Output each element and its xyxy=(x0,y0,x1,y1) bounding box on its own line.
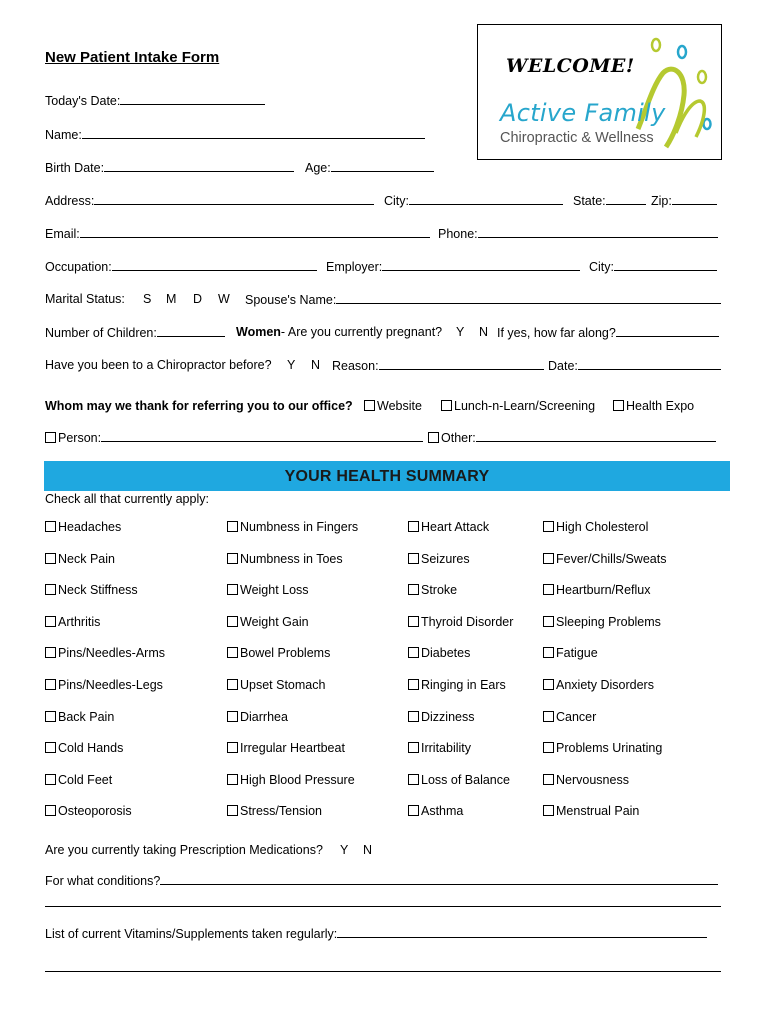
health-item[interactable] xyxy=(543,773,629,787)
checkbox-icon[interactable] xyxy=(543,584,554,595)
meds-yes[interactable]: Y xyxy=(340,843,349,857)
health-item[interactable] xyxy=(227,773,355,787)
conditions-extra-line[interactable] xyxy=(45,906,721,907)
health-item[interactable] xyxy=(45,710,114,724)
health-item-label: Weight Loss xyxy=(240,583,309,598)
birth-age-row xyxy=(45,160,294,175)
health-item-label: Irregular Heartbeat xyxy=(240,741,345,756)
health-item[interactable] xyxy=(227,646,330,660)
todays-date-field[interactable] xyxy=(120,93,265,105)
health-item-label: Pins/Needles-Legs xyxy=(58,678,163,692)
health-item[interactable] xyxy=(543,520,648,534)
spouse-name-field[interactable] xyxy=(336,292,721,304)
employer-label: Employer: xyxy=(326,260,383,274)
checkbox-icon[interactable] xyxy=(613,400,624,411)
name-row xyxy=(45,127,425,142)
health-item[interactable] xyxy=(408,710,475,724)
checkbox-icon[interactable] xyxy=(45,742,56,753)
logo-circle-3 xyxy=(698,71,706,83)
age-group xyxy=(305,160,434,175)
health-item[interactable] xyxy=(45,741,123,755)
email-group xyxy=(45,226,430,241)
health-item[interactable] xyxy=(45,552,115,566)
pregnant-no[interactable]: N xyxy=(479,325,489,339)
checkbox-icon[interactable] xyxy=(408,584,419,595)
checkbox-icon[interactable] xyxy=(543,647,554,658)
address-group xyxy=(45,193,374,208)
logo-circle-4 xyxy=(704,119,711,129)
health-item[interactable] xyxy=(227,615,309,629)
health-item-label: Fatigue xyxy=(556,646,598,661)
health-item[interactable] xyxy=(408,583,457,597)
health-item-label: Cold Feet xyxy=(58,772,113,787)
phone-group xyxy=(438,226,718,241)
health-item[interactable] xyxy=(408,552,470,566)
health-item[interactable] xyxy=(543,710,596,724)
checkbox-icon[interactable] xyxy=(543,774,554,785)
birth-date-label: Birth Date: xyxy=(45,161,105,175)
health-item-label: Neck Stiffness xyxy=(58,583,138,598)
checkbox-icon[interactable] xyxy=(441,400,452,411)
health-item[interactable] xyxy=(227,804,322,818)
other-field[interactable] xyxy=(476,430,716,442)
name-field[interactable] xyxy=(82,127,425,139)
checkbox-icon[interactable] xyxy=(227,742,238,753)
state-group xyxy=(573,193,646,208)
health-item[interactable] xyxy=(543,646,598,660)
health-item[interactable] xyxy=(408,678,506,692)
checkbox-icon[interactable] xyxy=(227,521,238,532)
health-item-label: Heartburn/Reflux xyxy=(556,583,651,598)
age-label: Age: xyxy=(305,161,331,175)
checkbox-icon[interactable] xyxy=(45,679,56,690)
referral-website-label: Website xyxy=(377,399,422,413)
checkbox-icon[interactable] xyxy=(543,742,554,753)
checkbox-icon[interactable] xyxy=(364,400,375,411)
health-item-label: Headaches xyxy=(58,520,122,534)
checkbox-icon[interactable] xyxy=(408,805,419,816)
phone-label: Phone: xyxy=(438,227,478,241)
how-far-label: If yes, how far along? xyxy=(497,326,616,340)
phone-field[interactable] xyxy=(478,226,718,238)
health-item-label: Numbness in Toes xyxy=(240,551,343,566)
referral-website[interactable] xyxy=(364,399,422,413)
checkbox-icon[interactable] xyxy=(45,432,56,443)
health-item-label: Asthma xyxy=(421,804,464,819)
employer-group xyxy=(326,259,580,274)
health-item[interactable] xyxy=(227,741,345,755)
vitamins-extra-line[interactable] xyxy=(45,971,721,972)
marital-status-label: Marital Status: xyxy=(45,292,125,306)
health-item[interactable] xyxy=(408,520,489,534)
health-item-label: Fever/Chills/Sweats xyxy=(556,551,667,566)
health-item[interactable] xyxy=(227,520,358,534)
health-item-label: Diabetes xyxy=(421,646,471,661)
address-label: Address: xyxy=(45,194,95,208)
health-item[interactable] xyxy=(45,646,165,660)
referral-expo-label: Health Expo xyxy=(626,399,695,413)
checkbox-icon[interactable] xyxy=(45,805,56,816)
referral-lunch[interactable] xyxy=(441,399,595,413)
person-field[interactable] xyxy=(101,430,423,442)
name-label: Name: xyxy=(45,128,82,142)
checkbox-icon[interactable] xyxy=(227,711,238,722)
city2-field[interactable] xyxy=(614,259,717,271)
logo-circle-2 xyxy=(678,46,686,58)
health-summary-title: YOUR HEALTH SUMMARY xyxy=(284,468,490,485)
health-item[interactable] xyxy=(45,615,100,629)
zip-field[interactable] xyxy=(672,193,717,205)
address-field[interactable] xyxy=(94,193,374,205)
health-item-label: Cold Hands xyxy=(58,741,124,756)
health-item-label: Bowel Problems xyxy=(240,646,331,661)
checkbox-icon[interactable] xyxy=(543,711,554,722)
checkbox-icon[interactable] xyxy=(408,521,419,532)
health-item-label: High Cholesterol xyxy=(556,520,649,534)
city-field[interactable] xyxy=(409,193,563,205)
brand-subtitle: Chiropractic & Wellness xyxy=(500,130,654,146)
health-item-label: Sleeping Problems xyxy=(556,614,661,629)
checkbox-icon[interactable] xyxy=(408,616,419,627)
check-all-label: Check all that currently apply: xyxy=(45,492,209,506)
health-item[interactable] xyxy=(543,552,666,566)
num-children-field[interactable] xyxy=(157,325,225,337)
referral-question: Whom may we thank for referring you to our office? xyxy=(45,399,353,413)
health-item-label: Dizziness xyxy=(421,709,475,724)
checkbox-icon[interactable] xyxy=(543,616,554,627)
conditions-label: For what conditions? xyxy=(45,874,161,888)
health-item[interactable] xyxy=(45,583,138,597)
city2-label: City: xyxy=(589,260,614,274)
email-label: Email: xyxy=(45,227,80,241)
checkbox-icon[interactable] xyxy=(45,774,56,785)
occupation-label: Occupation: xyxy=(45,260,112,274)
spouse-group xyxy=(245,292,721,307)
checkbox-icon[interactable] xyxy=(543,679,554,690)
reason-field[interactable] xyxy=(379,358,544,370)
city-group xyxy=(384,193,563,208)
checkbox-icon[interactable] xyxy=(227,616,238,627)
health-item-label: Nervousness xyxy=(556,772,629,787)
health-item[interactable] xyxy=(543,615,661,629)
women-label: Women xyxy=(236,325,281,339)
health-item[interactable] xyxy=(408,804,463,818)
health-item[interactable] xyxy=(408,741,471,755)
num-children-label: Number of Children: xyxy=(45,326,157,340)
employer-field[interactable] xyxy=(382,259,580,271)
checkbox-icon[interactable] xyxy=(227,679,238,690)
checkbox-icon[interactable] xyxy=(227,553,238,564)
vitamins-label: List of current Vitamins/Supplements taken regularly: xyxy=(45,927,338,941)
city2-group xyxy=(589,259,717,274)
health-summary-banner xyxy=(44,461,730,491)
email-field[interactable] xyxy=(80,226,430,238)
checkbox-icon[interactable] xyxy=(227,647,238,658)
referral-person xyxy=(45,430,423,445)
health-item-label: Irritability xyxy=(421,741,472,756)
pregnant-question: - Are you currently pregnant? xyxy=(280,325,443,339)
pregnant-yes[interactable]: Y xyxy=(456,325,465,339)
health-item[interactable] xyxy=(227,710,288,724)
health-item[interactable] xyxy=(227,552,343,566)
health-item-label: Diarrhea xyxy=(240,709,288,724)
marital-option-s[interactable]: S xyxy=(143,292,152,306)
how-far-field[interactable] xyxy=(616,325,719,337)
health-item-label: Neck Pain xyxy=(58,551,115,566)
meds-no[interactable]: N xyxy=(363,843,373,857)
health-item[interactable] xyxy=(543,583,651,597)
health-item-label: Arthritis xyxy=(58,614,101,629)
referral-lunch-label: Lunch-n-Learn/Screening xyxy=(454,399,596,413)
chiro-date-field[interactable] xyxy=(578,358,721,370)
zip-group xyxy=(651,193,717,208)
health-item-label: Thyroid Disorder xyxy=(421,614,514,629)
referral-other xyxy=(428,430,716,445)
health-item-label: Seizures xyxy=(421,551,470,566)
health-item[interactable] xyxy=(408,646,470,660)
health-item-label: Heart Attack xyxy=(421,520,490,534)
checkbox-icon[interactable] xyxy=(428,432,439,443)
health-item[interactable] xyxy=(227,583,309,597)
person-label: Person: xyxy=(58,431,102,445)
city-label: City: xyxy=(384,194,409,208)
occupation-field[interactable] xyxy=(112,259,317,271)
marital-option-w[interactable]: W xyxy=(218,292,230,306)
checkbox-icon[interactable] xyxy=(45,553,56,564)
chiro-before-label: Have you been to a Chiropractor before? xyxy=(45,358,272,372)
chiro-date-label: Date: xyxy=(548,359,578,373)
conditions-field[interactable] xyxy=(160,873,718,885)
chiro-no[interactable]: N xyxy=(311,358,321,372)
checkbox-icon[interactable] xyxy=(543,553,554,564)
health-item-label: Numbness in Fingers xyxy=(240,520,359,534)
state-field[interactable] xyxy=(606,193,646,205)
health-item[interactable] xyxy=(408,615,513,629)
health-item-label: Weight Gain xyxy=(240,614,309,629)
health-item-label: Cancer xyxy=(556,709,597,724)
checkbox-icon[interactable] xyxy=(45,521,56,532)
checkbox-icon[interactable] xyxy=(408,553,419,564)
health-item-label: Stroke xyxy=(421,583,458,598)
meds-question: Are you currently taking Prescription Medications? xyxy=(45,843,323,857)
reason-group xyxy=(332,358,544,373)
logo-box xyxy=(477,24,722,160)
health-item-label: Pins/Needles-Arms xyxy=(58,646,165,661)
vitamins-group xyxy=(45,926,707,941)
women-group xyxy=(236,325,442,339)
checkbox-icon[interactable] xyxy=(408,774,419,785)
health-item[interactable] xyxy=(543,678,654,692)
health-item-label: Upset Stomach xyxy=(240,678,326,692)
checkbox-icon[interactable] xyxy=(543,805,554,816)
logo-circle-1 xyxy=(652,39,660,51)
how-far-group xyxy=(497,325,719,340)
other-label: Other: xyxy=(441,431,476,445)
health-item[interactable] xyxy=(45,773,112,787)
occupation-group xyxy=(45,259,317,274)
form-title: New Patient Intake Form xyxy=(45,49,220,66)
health-item-label: Osteoporosis xyxy=(58,804,132,819)
spouse-name-label: Spouse's Name: xyxy=(245,293,337,307)
checkbox-icon[interactable] xyxy=(45,584,56,595)
zip-label: Zip: xyxy=(651,194,672,208)
health-item[interactable] xyxy=(543,804,639,818)
chiro-yes[interactable]: Y xyxy=(287,358,296,372)
brand-name: Active Family xyxy=(500,99,666,127)
checkbox-icon[interactable] xyxy=(408,711,419,722)
conditions-group xyxy=(45,873,718,888)
children-group xyxy=(45,325,225,340)
health-item[interactable] xyxy=(227,678,325,692)
reason-label: Reason: xyxy=(332,359,379,373)
checkbox-icon[interactable] xyxy=(408,679,419,690)
checkbox-icon[interactable] xyxy=(45,647,56,658)
referral-expo[interactable] xyxy=(613,399,694,413)
checkbox-icon[interactable] xyxy=(408,742,419,753)
birth-date-field[interactable] xyxy=(104,160,294,172)
health-item[interactable] xyxy=(45,678,163,692)
health-item-label: High Blood Pressure xyxy=(240,772,355,787)
health-item[interactable] xyxy=(408,773,510,787)
chiro-date-group xyxy=(548,358,721,373)
checkbox-icon[interactable] xyxy=(227,584,238,595)
checkbox-icon[interactable] xyxy=(408,647,419,658)
todays-date-row xyxy=(45,93,265,108)
health-item-label: Anxiety Disorders xyxy=(556,678,654,692)
health-item-label: Problems Urinating xyxy=(556,741,663,756)
checkbox-icon[interactable] xyxy=(543,521,554,532)
health-item-label: Ringing in Ears xyxy=(421,678,506,692)
welcome-text: WELCOME! xyxy=(506,55,635,77)
checkbox-icon[interactable] xyxy=(45,616,56,627)
state-label: State: xyxy=(573,194,606,208)
checkbox-icon[interactable] xyxy=(45,711,56,722)
checkbox-icon[interactable] xyxy=(227,805,238,816)
checkbox-icon[interactable] xyxy=(227,774,238,785)
age-field[interactable] xyxy=(331,160,434,172)
health-item[interactable] xyxy=(45,804,132,818)
health-item-label: Back Pain xyxy=(58,709,115,724)
marital-option-m[interactable]: M xyxy=(166,292,177,306)
health-item-label: Stress/Tension xyxy=(240,804,322,819)
health-item-label: Loss of Balance xyxy=(421,772,510,787)
vitamins-field[interactable] xyxy=(337,926,707,938)
marital-option-d[interactable]: D xyxy=(193,292,203,306)
todays-date-label: Today's Date: xyxy=(45,94,121,108)
health-item[interactable] xyxy=(543,741,662,755)
health-item-label: Menstrual Pain xyxy=(556,804,640,819)
health-item[interactable] xyxy=(45,520,121,534)
